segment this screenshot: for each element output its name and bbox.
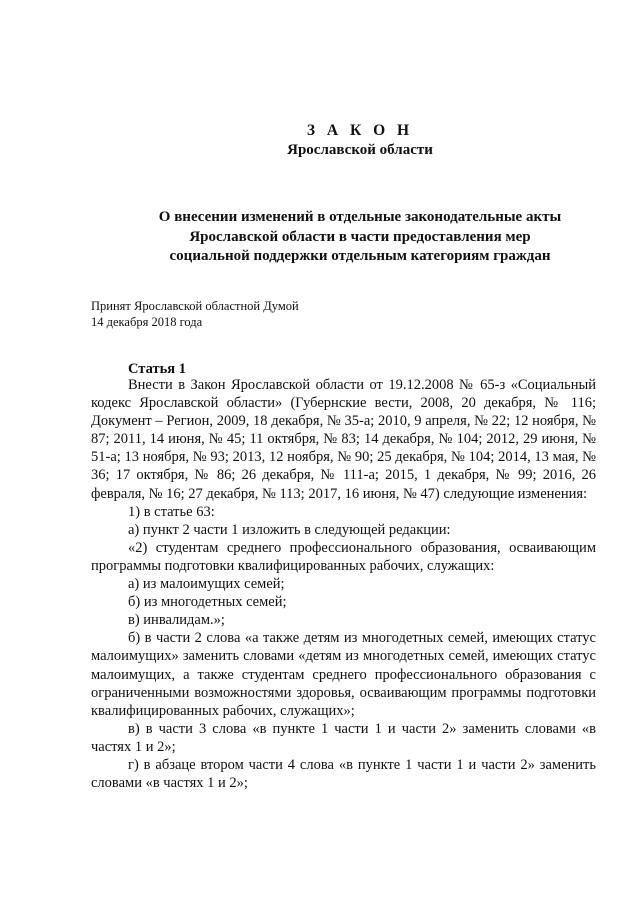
adoption-note	[91, 299, 299, 330]
article-paragraph: 1) в статье 63:	[128, 503, 215, 520]
law-subject-line: социальной поддержки отдельным категориям граждан	[169, 248, 551, 264]
article-paragraph: в) в части 3 слова «в пункте 1 части 1 и части 2» заменить словами «в частях 1 и 2»;	[91, 720, 596, 755]
law-subject-line: Ярославской области в части предоставления мер	[189, 228, 531, 245]
adoption-date: 14 декабря 2018 года	[91, 314, 203, 329]
adoption-body: Принят Ярославской областной Думой	[91, 299, 299, 313]
law-title: З А К О Н	[306, 122, 414, 139]
article-body	[91, 376, 596, 792]
article-heading: Статья 1	[128, 361, 186, 377]
law-subject-line: О внесении изменений в отдельные законодательные акты	[158, 209, 562, 225]
article-paragraph: а) пункт 2 части 1 изложить в следующей редакции:	[128, 521, 451, 538]
article-paragraph: а) из малоимущих семей;	[128, 576, 285, 593]
article-paragraph: г) в абзаце втором части 4 слова «в пункте 1 части 1 и части 2» заменить словами «в частях 1 и 2»;	[91, 756, 596, 792]
article-paragraph: в) инвалидам.»;	[128, 612, 225, 629]
article-paragraph: «2) студентам среднего профессионального образования, осваивающим программы подготовки квалифицированных рабочих, служащих:	[91, 539, 596, 574]
law-subject	[90, 208, 630, 267]
article-paragraph: б) из многодетных семей;	[128, 594, 287, 611]
law-region: Ярославской области	[287, 142, 433, 158]
article-paragraph: б) в части 2 слова «а также детям из многодетных семей, имеющих статус малоимущих» заменить словами «детям из многодетных семей, имеющих статус малоимущих, а также студентам среднего профессионального образования с ограниченными возможностями здоровья, осваивающим программы подготовки квалифицированных рабочих, служащих»;	[91, 630, 596, 719]
article-paragraph: Внести в Закон Ярославской области от 19.12.2008 № 65-з «Социальный кодекс Ярославской области» (Губернские вести, 2008, 20 декабря, № 116; Документ – Регион, 2009, 18 декабря, № 35-а; 2010, 9 апреля, № 22; 12 ноября, № 87; 2011, 14 июня, № 45; 11 октября, № 83; 14 декабря, № 104; 2012, 29 июня, № 51-а; 13 ноября, № 93; 2013, 12 ноября, № 90; 25 декабря, № 104; 2014, 13 мая, № 36; 17 октября, № 86; 26 декабря, № 111-а; 2015, 1 декабря, № 99; 2016, 26 февраля, № 16; 27 декабря, № 113; 2017, 16 июня, № 47) следующие изменения:	[91, 377, 596, 502]
